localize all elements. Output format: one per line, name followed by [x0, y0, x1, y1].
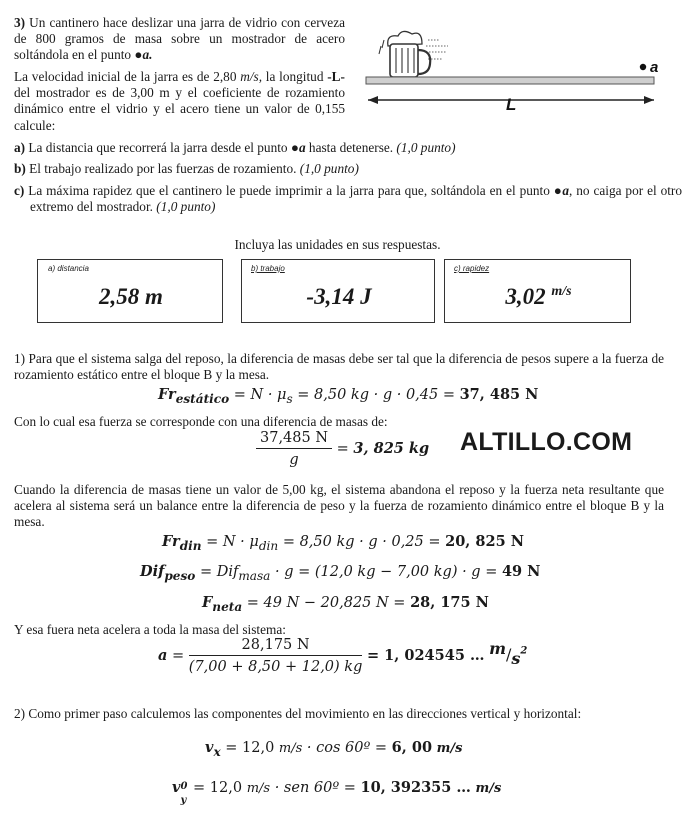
eq5-sub: neta — [212, 599, 243, 614]
eq4-sub: peso — [164, 568, 196, 583]
solution-paragraph-4: Y esa fuera neta acelera a toda la masa del sistema: — [14, 622, 286, 637]
eq8-result-unit: m/s — [475, 781, 502, 796]
eq7-unit: m/s — [278, 741, 303, 756]
problem-data-text-3: del mostrador es de 3,00 m y el coeficiente de rozamiento dinámico entre el vidrio y el acero tiene un valor de 0,155 calcule: — [14, 85, 345, 133]
eq7-sub: x — [213, 744, 221, 759]
eq6-unit-exp: 2 — [520, 645, 528, 657]
question-b-letter: b) — [14, 161, 26, 176]
eq7-result-unit: m/s — [436, 741, 463, 756]
eq8-unit: m/s — [246, 781, 271, 796]
answer-value-work: -3,14 J — [306, 284, 372, 309]
equation-static-friction — [158, 386, 538, 406]
units-note: Incluya las unidades en sus respuestas. — [234, 237, 441, 252]
question-c-point: a — [562, 183, 570, 198]
question-c-text-2: , no caiga por el otro extremo del mostrador. — [30, 183, 682, 214]
question-a-point: a — [298, 140, 306, 155]
point-a-ref: a. — [142, 47, 153, 63]
eq1-result: 37, 485 N — [459, 386, 539, 403]
problem-data-text-2: la longitud — [265, 69, 324, 84]
eq3-rhs-sub: din — [258, 538, 279, 553]
length-label: L — [506, 95, 517, 114]
answer-speed-unit: m/s — [551, 284, 572, 299]
problem-data — [14, 69, 345, 134]
eq7-rhs2: · cos 60º = — [306, 740, 388, 756]
answer-label-work: b) trabajo — [251, 264, 285, 273]
eq8-rhs: = 12,0 — [193, 780, 243, 796]
problem-intro-text: Un cantinero hace deslizar una jarra de vidrio con cerveza de 800 gramos de masa sobre un mostrador de acero soltándola en el punto — [14, 15, 346, 63]
answer-box-speed — [444, 259, 631, 323]
eq6-denominator: (7,00 + 8,50 + 12,0) kg — [188, 659, 363, 675]
question-c: c) La máxima rapidez que el cantinero le puede imprimir a la jarra para que, soltándola en el punto ●a, no caiga por el otro extremo del mostrador. (1,0 punto) — [14, 183, 682, 214]
eq5-lhs: F — [202, 594, 213, 611]
equation-mass-difference — [256, 430, 429, 468]
equation-vy0 — [172, 779, 502, 806]
answer-value-distance: 2,58 m — [99, 284, 163, 309]
eq5-result: 28, 175 N — [410, 594, 489, 611]
question-b-text: El trabajo realizado por las fuerzas de rozamiento. — [29, 161, 297, 176]
problem-intro: 3) Un cantinero hace deslizar una jarra de vidrio con cerveza de 800 gramos de masa sobre un mostrador de acero soltándola en el punto ●a. — [14, 15, 346, 63]
eq6-result: = 1, 024545 … — [366, 647, 485, 664]
equation-dynamic-friction — [162, 533, 524, 553]
question-c-letter: c) — [14, 183, 25, 198]
eq4-rhs: = Dif — [199, 564, 239, 580]
eq3-rhs: = N · μ — [206, 534, 259, 550]
eq3-rhs2: = 8,50 kg · g · 0,25 = — [282, 534, 441, 550]
answer-value-speed — [445, 284, 632, 310]
eq1-rhs: = N · μ — [233, 387, 287, 403]
eq1-lhs: Fr — [158, 386, 176, 403]
question-a-letter: a) — [14, 140, 26, 155]
question-c-score: (1,0 punto) — [156, 199, 216, 214]
problem-data-L: -L- — [327, 69, 345, 84]
eq4-rhs-sub: masa — [238, 568, 271, 583]
beer-mug-icon — [379, 31, 448, 77]
eq6-unit-num: m — [489, 639, 506, 658]
eq2-denominator: g — [289, 452, 299, 468]
point-a-label: a — [650, 59, 659, 76]
eq2-equals: = — [336, 441, 349, 457]
answer-label-speed: c) rapidez — [454, 264, 490, 273]
eq8-sup: 0 — [180, 781, 188, 792]
equation-net-force — [202, 594, 489, 614]
eq2-numerator: 37,485 N — [256, 430, 332, 449]
answer-box-work — [241, 259, 435, 323]
eq3-sub: din — [179, 538, 202, 553]
eq3-lhs: Fr — [162, 533, 180, 550]
question-a: a) La distancia que recorrerá la jarra desde el punto ●a hasta detenerse. (1,0 punto) — [14, 140, 456, 155]
eq1-sub: estático — [175, 391, 230, 406]
eq6-lhs: a — [158, 647, 168, 664]
eq1-rhs-sub: s — [286, 391, 293, 406]
answer-label-distance: a) distancia — [48, 264, 89, 273]
question-b-score: (1,0 punto) — [299, 161, 359, 176]
equation-acceleration: a = $\frac{28,175 N}{(7,00 + 8,50 + 12,0) kg}$ = 1, 024545 … $m/s^2$ — [158, 637, 528, 675]
eq7-result: 6, 00 — [391, 739, 433, 756]
eq6-unit-den: s — [511, 649, 521, 668]
question-a-text: La distancia que recorrerá la jarra desde el punto — [28, 140, 288, 155]
eq4-rhs2: · g = (12,0 kg − 7,00 kg) · g = — [275, 564, 498, 580]
eq8-result: 10, 392355 … — [360, 779, 471, 796]
counter-bar — [366, 77, 654, 84]
problem-data-text-1: La velocidad inicial de la jarra es de 2,80 — [14, 69, 237, 84]
solution-paragraph-3: Cuando la diferencia de masas tiene un valor de 5,00 kg, el sistema abandona el reposo y la fuerza neta resultante que acelera al sistema será un balance entre la diferencia de peso y la fuerza de rozamiento dinámico entre el bloque B y la mesa. — [14, 482, 664, 530]
question-a-score: (1,0 punto) — [396, 140, 456, 155]
watermark-logo: ALTILLO.COM — [460, 428, 633, 456]
eq6-fraction — [189, 637, 363, 675]
solution-paragraph-2: Con lo cual esa fuerza se corresponde con una diferencia de masas de: — [14, 414, 388, 429]
equation-vx — [205, 739, 462, 759]
bar-counter-figure — [360, 18, 685, 118]
eq7-lhs: v — [205, 739, 214, 756]
eq4-result: 49 N — [501, 563, 541, 580]
eq5-rhs: = 49 N − 20,825 N = — [246, 595, 406, 611]
problem-data-unit: m/s, — [240, 69, 263, 84]
eq8-rhs2: · sen 60º = — [274, 780, 356, 796]
equation-weight-difference — [140, 563, 540, 583]
question-b — [14, 161, 684, 177]
eq8-sub: y — [180, 795, 187, 806]
eq6-numerator: 28,175 N — [189, 637, 363, 656]
solution-paragraph-5: 2) Como primer paso calculemos las componentes del movimiento en las direcciones vertical y horizontal: — [14, 706, 582, 721]
eq8-lhs: v — [172, 779, 181, 796]
question-a-text-2: hasta detenerse. — [308, 140, 394, 155]
eq3-result: 20, 825 N — [445, 533, 524, 550]
answer-box-distance — [37, 259, 223, 323]
eq4-lhs: Dif — [140, 563, 165, 580]
question-c-text: La máxima rapidez que el cantinero le puede imprimir a la jarra para que, soltándola en el punto — [28, 183, 550, 198]
answer-speed-number: 3,02 — [505, 284, 546, 309]
eq7-rhs: = 12,0 — [225, 740, 275, 756]
eq2-fraction — [256, 430, 332, 468]
point-a-marker — [640, 64, 646, 70]
eq1-rhs2: = 8,50 kg · g · 0,45 = — [297, 387, 455, 403]
solution-paragraph-1: 1) Para que el sistema salga del reposo, la diferencia de masas debe ser tal que la diferencia de pesos supere a la fuerza de rozamiento estático entre el bloque B y la mesa. — [14, 351, 664, 383]
eq2-result: 3, 825 kg — [353, 440, 430, 457]
problem-number: 3) — [14, 15, 26, 30]
